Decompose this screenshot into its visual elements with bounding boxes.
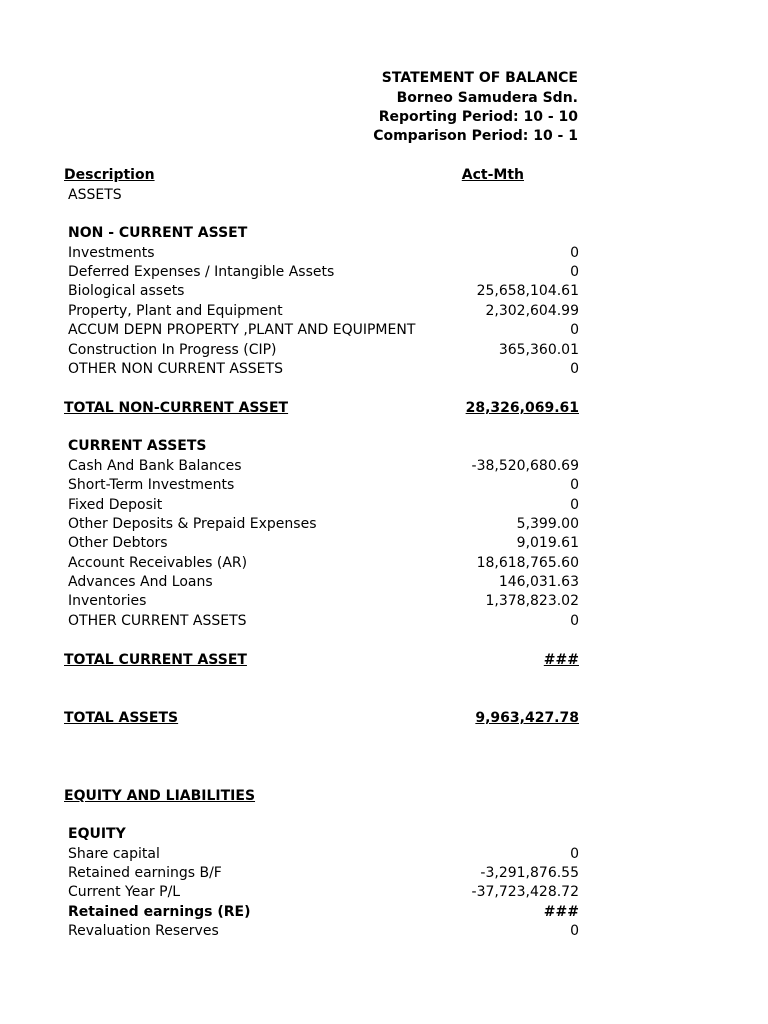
column-header-row	[64, 166, 579, 185]
line-item-share-capital: Share capital 0	[68, 846, 579, 862]
report-title: STATEMENT OF BALANCE	[381, 70, 578, 86]
total-current-asset-row	[64, 651, 579, 670]
total-assets-label: TOTAL ASSETS	[64, 710, 179, 726]
subtotal-retained-earnings: Retained earnings (RE) ###	[68, 904, 579, 920]
total-current-asset-label: TOTAL CURRENT ASSET	[64, 652, 247, 668]
line-item-accum-depn: ACCUM DEPN PROPERTY ,PLANT AND EQUIPMENT 0	[68, 322, 579, 338]
total-current-asset-value: ###	[543, 652, 579, 668]
line-item-other-current-assets: OTHER CURRENT ASSETS 0	[68, 613, 579, 629]
line-item-deferred-expenses: Deferred Expenses / Intangible Assets 0	[68, 264, 579, 280]
section-heading-equity: EQUITY	[68, 826, 126, 842]
reporting-period: Reporting Period: 10 - 10	[378, 109, 578, 125]
line-item-retained-earnings-bf: Retained earnings B/F -3,291,876.55	[68, 865, 579, 881]
act-mth-column-header: Act-Mth	[461, 167, 524, 183]
total-assets-row	[64, 709, 579, 728]
section-heading-non-current-asset: NON - CURRENT ASSET	[68, 225, 248, 241]
line-item-current-year-pl: Current Year P/L -37,723,428.72	[68, 884, 579, 900]
description-column-header: Description	[64, 167, 155, 183]
line-item-cash: Cash And Bank Balances -38,520,680.69	[68, 458, 579, 474]
line-item-biological-assets: Biological assets 25,658,104.61	[68, 283, 579, 299]
total-non-current-asset-row	[64, 399, 579, 418]
section-label-assets: ASSETS	[68, 187, 122, 203]
company-name: Borneo Samudera Sdn.	[396, 90, 578, 106]
line-item-investments: Investments 0	[68, 245, 579, 261]
line-item-ppe: Property, Plant and Equipment 2,302,604.99	[68, 303, 579, 319]
line-item-deposits-prepaid: Other Deposits & Prepaid Expenses 5,399.00	[68, 516, 579, 532]
section-heading-equity-and-liabilities: EQUITY AND LIABILITIES	[64, 788, 256, 804]
line-item-fixed-deposit: Fixed Deposit 0	[68, 497, 579, 513]
line-item-other-debtors: Other Debtors 9,019.61	[68, 535, 579, 551]
line-item-account-receivables: Account Receivables (AR) 18,618,765.60	[68, 555, 579, 571]
line-item-cip: Construction In Progress (CIP) 365,360.01	[68, 342, 579, 358]
line-item-other-non-current-assets: OTHER NON CURRENT ASSETS 0	[68, 361, 579, 377]
line-item-inventories: Inventories 1,378,823.02	[68, 593, 579, 609]
section-heading-current-assets: CURRENT ASSETS	[68, 438, 207, 454]
line-item-advances-loans: Advances And Loans 146,031.63	[68, 574, 579, 590]
total-assets-value: 9,963,427.78	[475, 710, 579, 726]
total-non-current-asset-value: 28,326,069.61	[465, 400, 579, 416]
comparison-period: Comparison Period: 10 - 1	[373, 128, 578, 144]
total-non-current-asset-label: TOTAL NON-CURRENT ASSET	[64, 400, 289, 416]
line-item-revaluation-reserves: Revaluation Reserves 0	[68, 923, 579, 939]
line-item-short-term-investments: Short-Term Investments 0	[68, 477, 579, 493]
